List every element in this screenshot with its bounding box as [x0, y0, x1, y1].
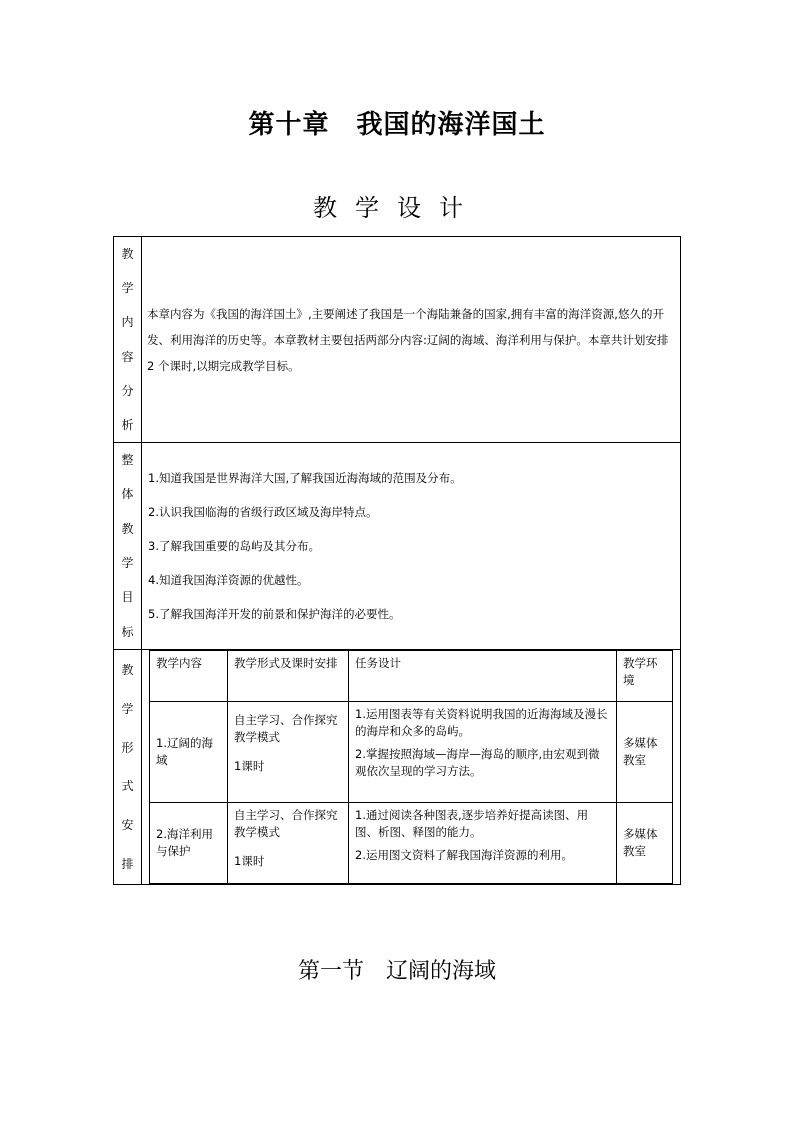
- chapter-title: 第十章 我国的海洋国土: [248, 110, 546, 140]
- teaching-arrangement-row: [114, 650, 681, 885]
- teaching-arrangement-label: 教 学 形 式 安 排: [121, 663, 134, 871]
- lesson-env: 多媒体教室: [617, 702, 673, 803]
- lesson-form: 自主学习、合作探究教学模式: [234, 808, 338, 839]
- lesson-form-cell: [228, 803, 349, 884]
- lesson-hours: 1课时: [234, 854, 265, 868]
- lesson-design-table: [113, 236, 681, 885]
- subtitle: 教学设计: [313, 194, 481, 222]
- goal-item: 1.知道我国是世界海洋大国,了解我国近海海域的范围及分布。: [148, 471, 462, 485]
- row-label-cell: [114, 650, 142, 885]
- content-analysis-row: [114, 237, 681, 443]
- lesson-hours: 1课时: [234, 759, 265, 773]
- task-item: 2.掌握按照海域—海岸—海岛的顺序,由宏观到微观依次呈现的学习方法。: [355, 747, 600, 778]
- header-form: 教学形式及课时安排: [228, 651, 349, 702]
- goal-item: 3.了解我国重要的岛屿及其分布。: [148, 539, 320, 553]
- row-label-cell: [114, 237, 142, 443]
- teaching-arrangement-cell: [142, 650, 681, 885]
- section-title: 第一节 辽阔的海域: [297, 959, 496, 984]
- overall-goals-label: 整 体 教 学 目 标: [121, 453, 134, 639]
- overall-goals-cell: [142, 443, 681, 650]
- task-item: 2.运用图文资料了解我国海洋资源的利用。: [355, 848, 573, 862]
- overall-goals-row: [114, 443, 681, 650]
- goal-item: 4.知道我国海洋资源的优越性。: [148, 573, 309, 587]
- table-row: [150, 803, 673, 884]
- content-analysis-cell: [142, 237, 681, 443]
- header-content: 教学内容: [150, 651, 228, 702]
- goal-item: 2.认识我国临海的省级行政区域及海岸特点。: [148, 505, 378, 519]
- lesson-form: 自主学习、合作探究教学模式: [234, 713, 338, 744]
- lesson-form-cell: [228, 702, 349, 803]
- content-analysis-label: 教 学 内 容 分 析: [121, 247, 134, 432]
- task-item: 1.通过阅读各种图表,逐步培养好提高读图、用图、析图、释图的能力。: [355, 808, 589, 839]
- goal-item: 5.了解我国海洋开发的前景和保护海洋的必要性。: [148, 607, 401, 621]
- lesson-task-cell: [349, 702, 617, 803]
- task-item: 1.运用图表等有关资料说明我国的近海海域及漫长的海岸和众多的岛屿。: [355, 707, 608, 738]
- row-label-cell: [114, 443, 142, 650]
- content-analysis-text: 本章内容为《我国的海洋国土》,主要阐述了我国是一个海陆兼备的国家,拥有丰富的海洋资源,悠久的开发、利用海洋的历史等。本章教材主要包括两部分内容:辽阔的海域、海洋利用与保护。本章共计划安排 2 个课时,以期完成教学目标。: [147, 306, 669, 373]
- lesson-content: 1.辽阔的海域: [150, 702, 228, 803]
- lesson-env: 多媒体教室: [617, 803, 673, 884]
- arrangement-inner-table: [149, 650, 673, 884]
- header-task: 任务设计: [349, 651, 617, 702]
- inner-header-row: [150, 651, 673, 702]
- table-row: [150, 702, 673, 803]
- lesson-task-cell: [349, 803, 617, 884]
- lesson-content: 2.海洋利用与保护: [150, 803, 228, 884]
- header-env: 教学环境: [617, 651, 673, 702]
